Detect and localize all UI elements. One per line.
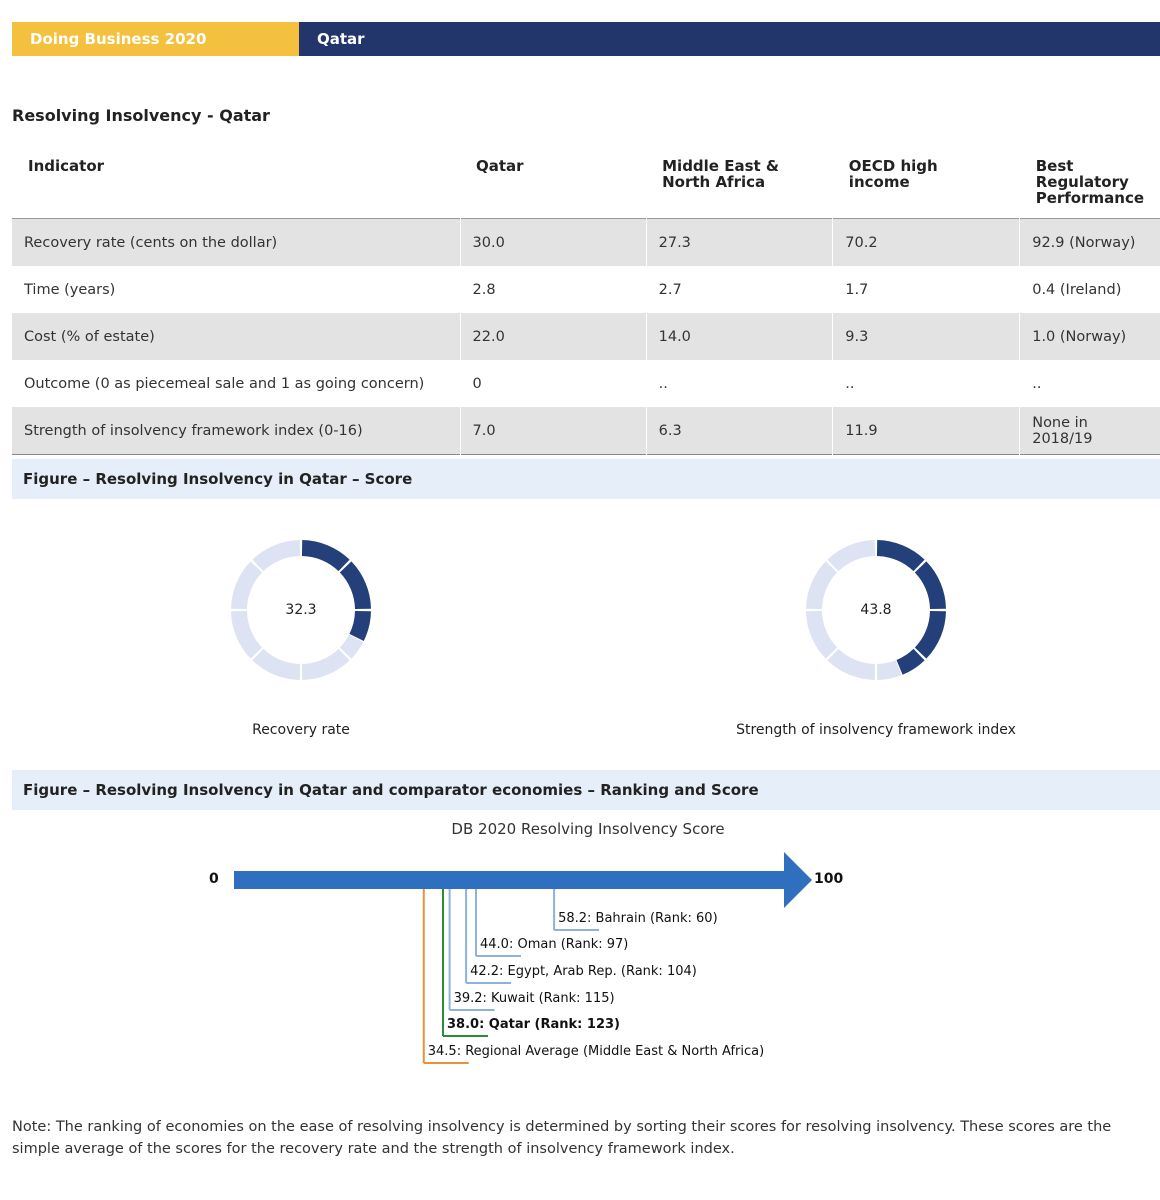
table-cell: Time (years) xyxy=(24,281,116,298)
table-row xyxy=(12,360,1160,407)
axis-max-label: 100 xyxy=(814,871,844,887)
table-cell: 22.0 xyxy=(460,313,646,360)
economy-title: Qatar xyxy=(299,22,1160,56)
table-cell: .. xyxy=(833,360,1020,407)
report-title: Doing Business 2020 xyxy=(12,22,299,56)
donut-label: Strength of insolvency framework index xyxy=(736,722,1016,738)
marker-label: 39.2: Kuwait (Rank: 115) xyxy=(453,991,615,1006)
table-cell: 0 xyxy=(460,360,646,407)
score-axis-arrowhead xyxy=(784,852,812,908)
figure-score-title: Figure – Resolving Insolvency in Qatar – Score xyxy=(12,459,1160,499)
donut-empty-segment xyxy=(258,655,300,672)
donut-empty-segment xyxy=(302,655,344,672)
donut-filled-segment xyxy=(921,611,938,653)
donut-filled-segment xyxy=(346,567,363,609)
table-cell: 27.3 xyxy=(646,219,833,267)
report-banner xyxy=(12,22,1160,56)
table-cell: 1.7 xyxy=(833,266,1020,313)
table-cell: Outcome (0 as piecemeal sale and 1 as going concern) xyxy=(24,375,425,392)
column-header: Best Regulatory Performance xyxy=(1035,157,1145,207)
donut-empty-segment xyxy=(833,655,875,672)
table-row xyxy=(12,407,1160,455)
table-cell: .. xyxy=(646,360,833,407)
table-cell: Strength of insolvency framework index (0-16) xyxy=(12,407,460,455)
table-row xyxy=(12,266,1160,313)
donut-filled-segment xyxy=(877,548,919,565)
donut-empty-segment xyxy=(833,548,875,565)
table-cell: 1.0 (Norway) xyxy=(1020,313,1160,360)
donut-empty-segment xyxy=(346,638,357,653)
column-header: OECD high income xyxy=(848,157,938,191)
table-cell: Recovery rate (cents on the dollar) xyxy=(12,219,460,267)
score-axis-shaft xyxy=(234,871,785,889)
donut-filled-segment xyxy=(900,655,920,668)
table-cell: 0.4 (Ireland) xyxy=(1020,266,1160,313)
figure-ranking-title: Figure – Resolving Insolvency in Qatar and comparator economies – Ranking and Score xyxy=(12,770,1160,810)
donut-filled-segment xyxy=(921,567,938,609)
table-cell: 2.7 xyxy=(646,266,833,313)
table-cell: 6.3 xyxy=(646,407,833,455)
donut-empty-segment xyxy=(814,567,831,609)
table-cell: 11.9 xyxy=(833,407,1020,455)
donut-empty-segment xyxy=(239,567,256,609)
donut-value: 43.8 xyxy=(860,602,892,618)
column-header: Indicator xyxy=(28,157,105,175)
indicator-table xyxy=(12,148,1160,455)
table-cell: None in 2018/19 xyxy=(1020,407,1160,455)
table-cell: 30.0 xyxy=(460,219,646,267)
table-cell: 14.0 xyxy=(646,313,833,360)
table-cell: 92.9 (Norway) xyxy=(1020,219,1160,267)
table-cell: Cost (% of estate) xyxy=(12,313,460,360)
marker-label: 58.2: Bahrain (Rank: 60) xyxy=(558,911,718,926)
donut-empty-segment xyxy=(814,611,831,653)
table-cell: 70.2 xyxy=(833,219,1020,267)
marker-label: 44.0: Oman (Rank: 97) xyxy=(480,937,629,952)
section-title: Resolving Insolvency - Qatar xyxy=(12,106,270,125)
footnote: Note: The ranking of economies on the ease of resolving insolvency is determined by sorting their scores for resolving insolvency. These scores are the simple average of the scores for the recovery rate and the strength of insolvency framework index. xyxy=(12,1119,1112,1157)
table-header-row xyxy=(12,148,1160,219)
table-row xyxy=(12,313,1160,360)
table-cell: 9.3 xyxy=(833,313,1020,360)
table-cell: 7.0 xyxy=(460,407,646,455)
column-header: Middle East & North Africa xyxy=(662,157,779,191)
column-header: Qatar xyxy=(476,157,524,175)
donut-empty-segment xyxy=(258,548,300,565)
table-row xyxy=(12,219,1160,267)
donut-empty-segment xyxy=(877,668,898,672)
donut-filled-segment xyxy=(302,548,344,565)
donut-label: Recovery rate xyxy=(252,722,350,738)
axis-min-label: 0 xyxy=(209,871,219,887)
donut-value: 32.3 xyxy=(285,602,317,618)
axis-title: DB 2020 Resolving Insolvency Score xyxy=(451,820,725,838)
table-cell: .. xyxy=(1020,360,1160,407)
table-cell: 2.8 xyxy=(460,266,646,313)
marker-label: 34.5: Regional Average (Middle East & North Africa) xyxy=(427,1044,765,1059)
donut-filled-segment xyxy=(357,611,363,637)
marker-label: 38.0: Qatar (Rank: 123) xyxy=(447,1017,620,1032)
donut-empty-segment xyxy=(239,611,256,653)
marker-label: 42.2: Egypt, Arab Rep. (Rank: 104) xyxy=(470,964,697,979)
